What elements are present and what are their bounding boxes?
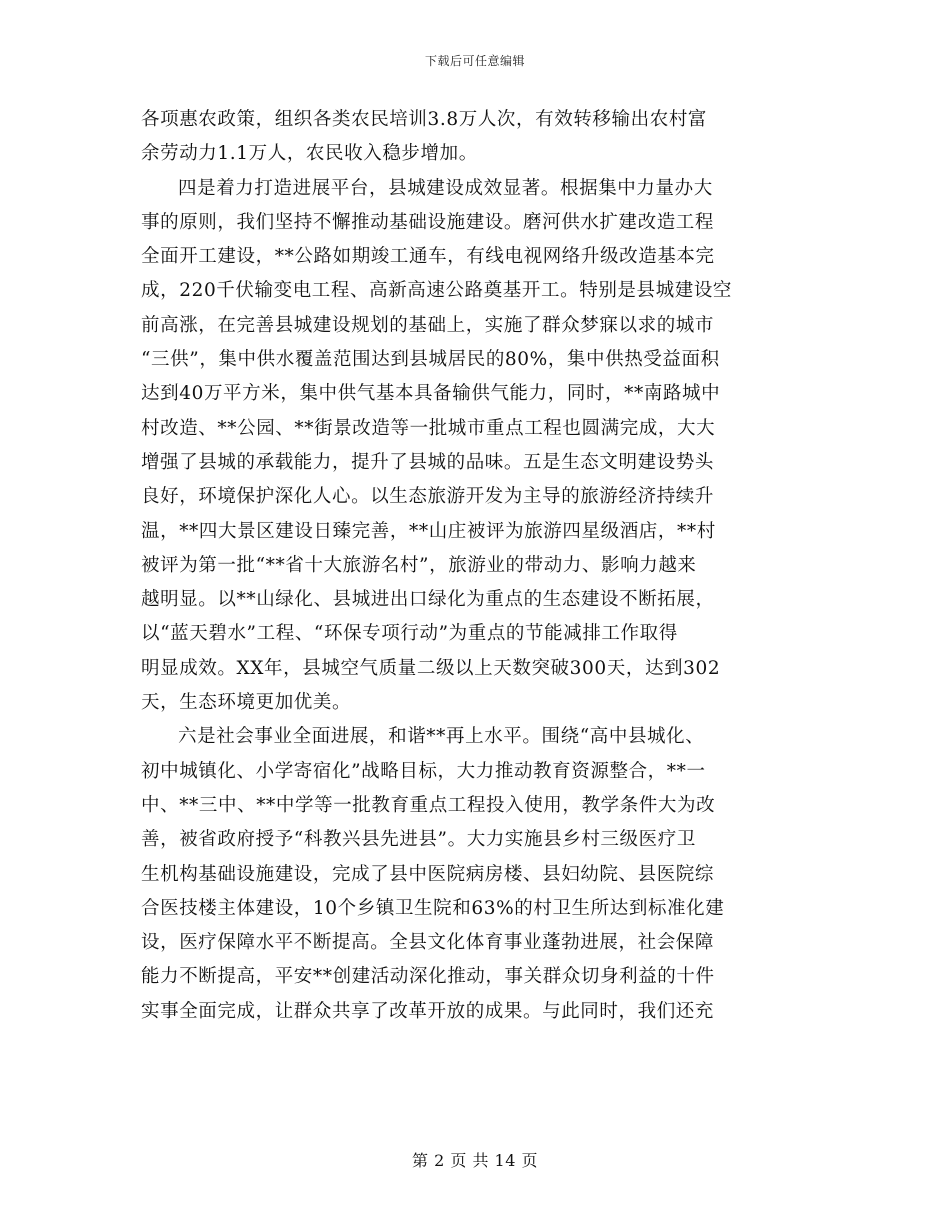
- text-line: 善，被省政府授予“科教兴县先进县”。大力实施县乡村三级医疗卫: [141, 829, 696, 851]
- text-line: 天，生态环境更加优美。: [141, 692, 352, 714]
- text-line: “三供”，集中供水覆盖范围达到县城居民的80%，集中供热受益面积: [141, 349, 720, 371]
- text-line: 初中城镇化、小学寄宿化”战略目标，大力推动教育资源整合，**一: [141, 760, 706, 782]
- text-line: 越明显。以**山绿化、县城进出口绿化为重点的生态建设不断拓展，: [141, 589, 715, 611]
- text-line: 实事全面完成，让群众共享了改革开放的成果。与此同时，我们还充: [141, 1000, 715, 1022]
- text-line: 成，220千伏输变电工程、高新高速公路奠基开工。特别是县城建设空: [141, 280, 733, 302]
- text-line: 以“蓝天碧水”工程、“环保专项行动”为重点的节能减排工作取得: [141, 623, 678, 645]
- text-line: 温，**四大景区建设日臻完善，**山庄被评为旅游四星级酒店，**村: [141, 520, 716, 542]
- text-line: 余劳动力1.1万人，农民收入稳步增加。: [141, 143, 478, 165]
- paragraph-start-line: 六是社会事业全面进展，和谐**再上水平。围绕“高中县城化、: [178, 726, 705, 748]
- paragraph-start-line: 四是着力打造进展平台，县城建设成效显著。根据集中力量办大: [178, 177, 713, 199]
- text-line: 生机构基础设施建设，完成了县中医院病房楼、县妇幼院、县医院综: [141, 863, 715, 885]
- text-line: 明显成效。XX年，县城空气质量二级以上天数突破300天，达到302: [141, 657, 721, 679]
- text-line: 中、**三中、**中学等一批教育重点工程投入使用，教学条件大为改: [141, 794, 716, 816]
- document-body: [141, 103, 796, 1029]
- text-line: 村改造、**公园、**街景改造等一批城市重点工程也圆满完成，大大: [141, 417, 716, 439]
- text-line: 全面开工建设，**公路如期竣工通车，有线电视网络升级改造基本完: [141, 246, 715, 268]
- page-number: 第 2 页 共 14 页: [412, 1151, 538, 1170]
- text-line: 增强了县城的承载能力，提升了县城的品味。五是生态文明建设势头: [141, 451, 715, 473]
- text-line: 各项惠农政策，组织各类农民培训3.8万人次，有效转移输出农村富: [141, 109, 708, 130]
- text-line: 合医技楼主体建设，10个乡镇卫生院和63%的村卫生所达到标准化建: [141, 897, 725, 919]
- page-header-note: 下载后可任意编辑: [424, 54, 525, 68]
- text-line: 被评为第一批“**省十大旅游名村”，旅游业的带动力、影响力越来: [141, 554, 697, 576]
- text-line: 事的原则，我们坚持不懈推动基础设施建设。磨河供水扩建改造工程: [141, 211, 715, 233]
- text-line: 能力不断提高，平安**创建活动深化推动，事关群众切身利益的十件: [141, 966, 715, 988]
- text-line: 前高涨，在完善县城建设规划的基础上，实施了群众梦寐以求的城市: [141, 314, 715, 336]
- text-line: 设，医疗保障水平不断提高。全县文化体育事业蓬勃进展，社会保障: [141, 932, 715, 954]
- text-line: 良好，环境保护深化人心。以生态旅游开发为主导的旅游经济持续升: [141, 486, 715, 508]
- text-line: 达到40万平方米，集中供气基本具备输供气能力，同时，**南路城中: [141, 383, 721, 405]
